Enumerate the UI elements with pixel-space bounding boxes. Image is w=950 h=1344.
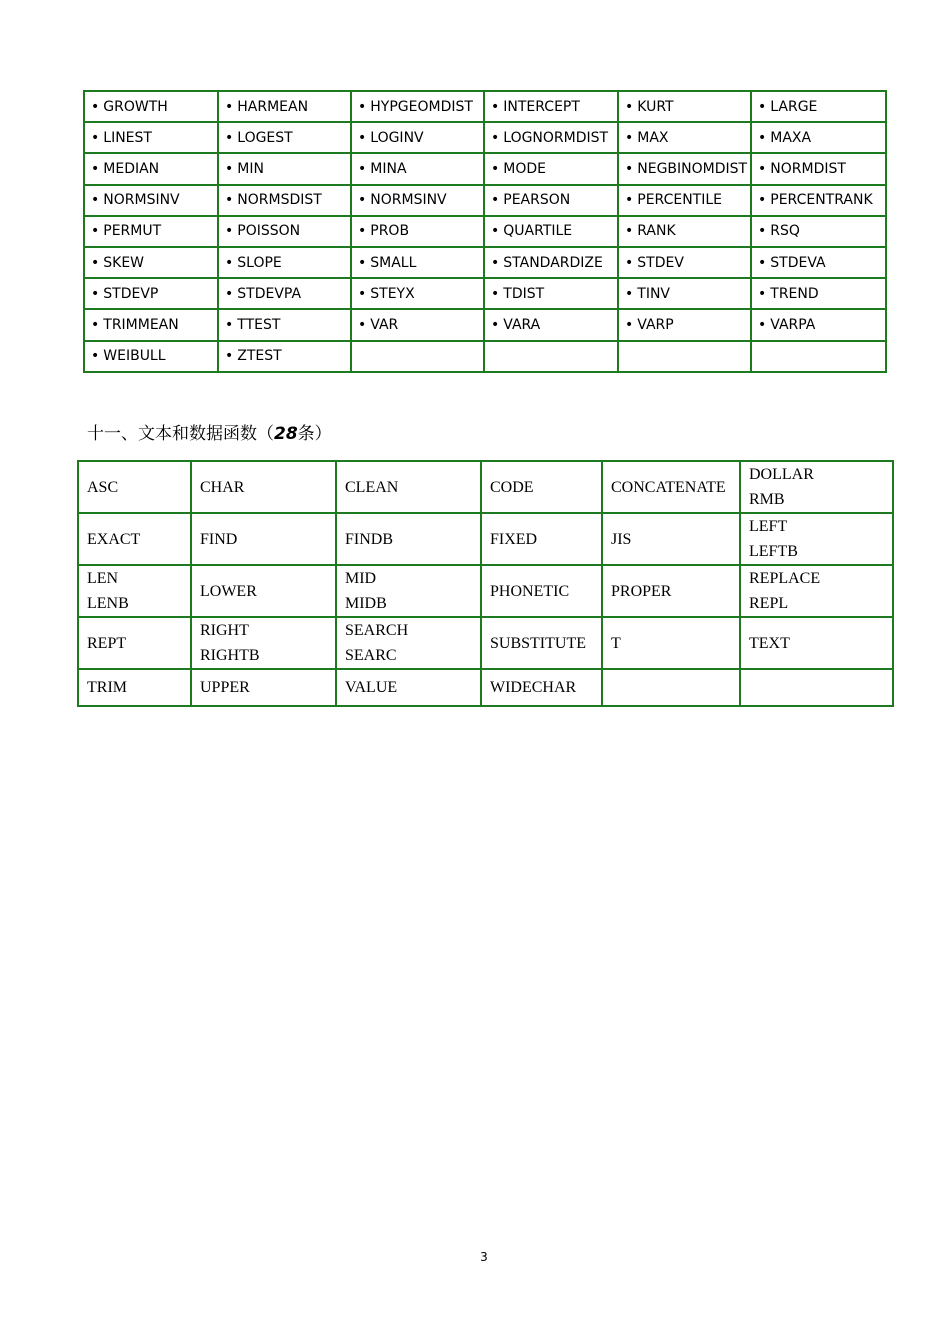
bullet-icon: • (625, 192, 634, 209)
bullet-icon: • (358, 254, 367, 271)
bullet-icon: • (491, 285, 500, 302)
table-cell (191, 513, 336, 565)
bullet-icon: • (225, 348, 234, 365)
function-name: TRIMMEAN (103, 316, 179, 333)
function-name: NORMSINV (103, 192, 180, 209)
table-cell (78, 617, 191, 669)
table-cell (84, 278, 218, 309)
function-name: CLEAN (345, 478, 399, 496)
bullet-icon: • (625, 316, 634, 333)
function-name: CODE (490, 478, 534, 496)
function-name: DOLLAR (749, 466, 814, 483)
table-cell (484, 185, 618, 216)
table-cell (602, 669, 740, 706)
table-cell (740, 461, 893, 513)
function-name: TRIM (87, 679, 127, 696)
table-cell (602, 461, 740, 513)
function-name: LOWER (200, 582, 257, 600)
table-cell (751, 122, 886, 153)
table-cell (191, 669, 336, 706)
table-cell (84, 91, 218, 122)
function-name: NORMSINV (370, 192, 447, 209)
bullet-icon: • (758, 160, 767, 177)
function-name: SUBSTITUTE (490, 634, 586, 652)
function-name: STDEV (637, 254, 684, 271)
table-row (78, 461, 893, 513)
bullet-icon: • (625, 129, 634, 146)
function-name: PEARSON (503, 192, 571, 209)
function-name: FIXED (490, 530, 538, 548)
function-name: SKEW (103, 254, 145, 271)
bullet-icon: • (491, 160, 500, 177)
bullet-icon: • (225, 98, 234, 115)
table-row (78, 565, 893, 617)
function-name: ZTEST (237, 348, 282, 365)
table-cell (481, 565, 602, 617)
bullet-icon: • (358, 129, 367, 146)
bullet-icon: • (758, 254, 767, 271)
table-cell (351, 122, 484, 153)
table-row (84, 122, 886, 153)
table-cell (740, 565, 893, 617)
table-row (84, 278, 886, 309)
table-cell (336, 669, 481, 706)
bullet-icon: • (91, 285, 100, 302)
bullet-icon: • (358, 316, 367, 333)
table-row (78, 513, 893, 565)
function-name: MID (345, 570, 377, 587)
function-name: TREND (770, 285, 819, 302)
table-cell (336, 461, 481, 513)
function-name: SLOPE (237, 254, 282, 271)
function-name: VARPA (770, 316, 816, 333)
bullet-icon: • (625, 98, 634, 115)
bullet-icon: • (625, 254, 634, 271)
function-name: NORMDIST (770, 160, 846, 177)
function-name: PERCENTRANK (770, 192, 873, 209)
bullet-icon: • (358, 98, 367, 115)
section-heading-count: 28 (274, 424, 298, 444)
table-cell (484, 122, 618, 153)
table-cell (351, 247, 484, 278)
bullet-icon: • (358, 160, 367, 177)
table-cell (218, 278, 351, 309)
bullet-icon: • (625, 285, 634, 302)
bullet-icon: • (91, 192, 100, 209)
function-name: VARA (503, 316, 541, 333)
table-cell (218, 216, 351, 247)
function-name: INTERCEPT (503, 98, 580, 115)
table-cell (618, 185, 751, 216)
function-name: POISSON (237, 223, 301, 240)
table-cell (740, 617, 893, 669)
function-name: LENB (87, 595, 129, 612)
function-name: STANDARDIZE (503, 254, 603, 271)
function-name: VALUE (345, 679, 398, 696)
table-row (84, 309, 886, 340)
table-cell (351, 91, 484, 122)
function-name: MIN (237, 160, 264, 177)
function-name: PROPER (611, 582, 672, 600)
table-cell (751, 278, 886, 309)
function-name: RMB (749, 491, 785, 508)
bullet-icon: • (91, 348, 100, 365)
table-cell (351, 185, 484, 216)
table-cell (218, 153, 351, 184)
function-name: NEGBINOMDIST (637, 160, 748, 177)
table-cell (481, 461, 602, 513)
table-cell (191, 565, 336, 617)
table-cell (618, 247, 751, 278)
table-cell (751, 153, 886, 184)
table-cell (751, 91, 886, 122)
bullet-icon: • (225, 316, 234, 333)
bullet-icon: • (91, 316, 100, 333)
table-cell (481, 669, 602, 706)
table-cell (191, 461, 336, 513)
table-cell (484, 247, 618, 278)
function-name: STDEVP (103, 285, 159, 302)
function-name: RIGHTB (200, 647, 260, 664)
section-heading (87, 419, 332, 444)
bullet-icon: • (358, 285, 367, 302)
table-cell (618, 91, 751, 122)
function-name: PERMUT (103, 223, 162, 240)
function-name: PERCENTILE (637, 192, 723, 209)
table-cell (484, 341, 618, 372)
table-cell (218, 247, 351, 278)
table-cell (336, 565, 481, 617)
function-name: TDIST (503, 285, 545, 302)
function-name: QUARTILE (503, 223, 573, 240)
bullet-icon: • (758, 192, 767, 209)
table-cell (751, 216, 886, 247)
function-name: ASC (87, 478, 119, 496)
function-name: JIS (611, 530, 632, 548)
table-cell (602, 513, 740, 565)
bullet-icon: • (225, 192, 234, 209)
function-name: LARGE (770, 98, 818, 115)
table-row (84, 91, 886, 122)
table-row (84, 341, 886, 372)
table-row (78, 617, 893, 669)
function-name: STDEVPA (237, 285, 302, 302)
table-cell (351, 153, 484, 184)
table-cell (218, 185, 351, 216)
table-row (78, 669, 893, 706)
table-cell (618, 153, 751, 184)
bullet-icon: • (91, 223, 100, 240)
table-cell (618, 216, 751, 247)
table-cell (484, 278, 618, 309)
function-name: MIDB (345, 595, 387, 612)
function-name: PROB (370, 223, 410, 240)
bullet-icon: • (625, 223, 634, 240)
function-name: LINEST (103, 129, 152, 146)
bullet-icon: • (758, 316, 767, 333)
text-functions-table (77, 460, 894, 707)
table-row (84, 185, 886, 216)
function-name: CHAR (200, 478, 245, 496)
function-name: SEARCH (345, 622, 409, 639)
table-cell (84, 185, 218, 216)
table-cell (602, 617, 740, 669)
function-name: STEYX (370, 285, 415, 302)
table-cell (481, 513, 602, 565)
table-cell (484, 309, 618, 340)
table-cell (484, 91, 618, 122)
bullet-icon: • (491, 98, 500, 115)
function-name: EXACT (87, 530, 141, 548)
bullet-icon: • (758, 285, 767, 302)
function-name: REPLACE (749, 570, 821, 587)
table-cell (351, 309, 484, 340)
function-name: RANK (637, 223, 676, 240)
bullet-icon: • (225, 129, 234, 146)
table-cell (78, 669, 191, 706)
table-cell (336, 617, 481, 669)
table-cell (84, 216, 218, 247)
bullet-icon: • (758, 223, 767, 240)
function-name: LOGEST (237, 129, 293, 146)
bullet-icon: • (225, 254, 234, 271)
function-name: STDEVA (770, 254, 826, 271)
function-name: VAR (370, 316, 399, 333)
table-cell (218, 309, 351, 340)
bullet-icon: • (91, 129, 100, 146)
function-name: LOGNORMDIST (503, 129, 609, 146)
function-name: SEARC (345, 647, 397, 664)
function-name: TTEST (237, 316, 281, 333)
table-cell (618, 309, 751, 340)
function-name: LEFT (749, 518, 788, 535)
bullet-icon: • (758, 129, 767, 146)
function-name: RIGHT (200, 622, 249, 639)
bullet-icon: • (491, 223, 500, 240)
function-name: FIND (200, 530, 238, 548)
table-row (84, 216, 886, 247)
table-cell (78, 565, 191, 617)
table-cell (351, 216, 484, 247)
function-name: LEFTB (749, 543, 798, 560)
function-name: HARMEAN (237, 98, 309, 115)
table-cell (84, 341, 218, 372)
function-name: MINA (370, 160, 407, 177)
bullet-icon: • (625, 160, 634, 177)
table-cell (602, 565, 740, 617)
function-name: LOGINV (370, 129, 424, 146)
function-name: CONCATENATE (611, 478, 726, 496)
bullet-icon: • (91, 160, 100, 177)
function-name: MEDIAN (103, 160, 160, 177)
bullet-icon: • (91, 98, 100, 115)
function-name: PHONETIC (490, 582, 570, 600)
table-cell (351, 341, 484, 372)
function-name: HYPGEOMDIST (370, 98, 473, 115)
table-cell (78, 513, 191, 565)
table-cell (336, 513, 481, 565)
function-name: T (611, 634, 621, 652)
function-name: MAX (637, 129, 669, 146)
function-name: MAXA (770, 129, 812, 146)
function-name: RSQ (770, 223, 800, 240)
table-cell (84, 153, 218, 184)
function-name: SMALL (370, 254, 417, 271)
table-cell (751, 185, 886, 216)
function-name: NORMSDIST (237, 192, 322, 209)
table-cell (618, 122, 751, 153)
function-name: FINDB (345, 530, 394, 548)
function-name: LEN (87, 570, 119, 587)
table-cell (740, 513, 893, 565)
function-name: REPT (87, 634, 127, 652)
bullet-icon: • (358, 223, 367, 240)
table-cell (191, 617, 336, 669)
statistical-functions-table (83, 90, 887, 373)
function-name: GROWTH (103, 98, 168, 115)
table-cell (751, 341, 886, 372)
function-name: KURT (637, 98, 674, 115)
function-name: TINV (637, 285, 670, 302)
function-name: VARP (637, 316, 674, 333)
table-cell (751, 309, 886, 340)
table-cell (618, 341, 751, 372)
table-row (84, 247, 886, 278)
table-cell (78, 461, 191, 513)
bullet-icon: • (758, 98, 767, 115)
table-cell (351, 278, 484, 309)
table-cell (484, 153, 618, 184)
table-cell (618, 278, 751, 309)
function-name: TEXT (749, 634, 790, 652)
section-heading-suffix: 条） (297, 424, 332, 444)
function-name: WIDECHAR (490, 679, 577, 696)
bullet-icon: • (225, 223, 234, 240)
page-number: 3 (480, 1250, 488, 1264)
table-cell (84, 122, 218, 153)
bullet-icon: • (91, 254, 100, 271)
table-cell (218, 91, 351, 122)
table-cell (84, 309, 218, 340)
table-cell (218, 122, 351, 153)
table-cell (84, 247, 218, 278)
table-cell (751, 247, 886, 278)
table-row (84, 153, 886, 184)
function-name: UPPER (200, 679, 250, 696)
bullet-icon: • (225, 160, 234, 177)
bullet-icon: • (491, 129, 500, 146)
section-heading-prefix: 十一、文本和数据函数（ (87, 424, 274, 444)
bullet-icon: • (225, 285, 234, 302)
table-cell (740, 669, 893, 706)
bullet-icon: • (491, 316, 500, 333)
bullet-icon: • (358, 192, 367, 209)
table-cell (481, 617, 602, 669)
bullet-icon: • (491, 192, 500, 209)
bullet-icon: • (491, 254, 500, 271)
function-name: MODE (503, 160, 546, 177)
function-name: WEIBULL (103, 348, 166, 365)
table-cell (218, 341, 351, 372)
function-name: REPL (749, 595, 789, 612)
table-cell (484, 216, 618, 247)
